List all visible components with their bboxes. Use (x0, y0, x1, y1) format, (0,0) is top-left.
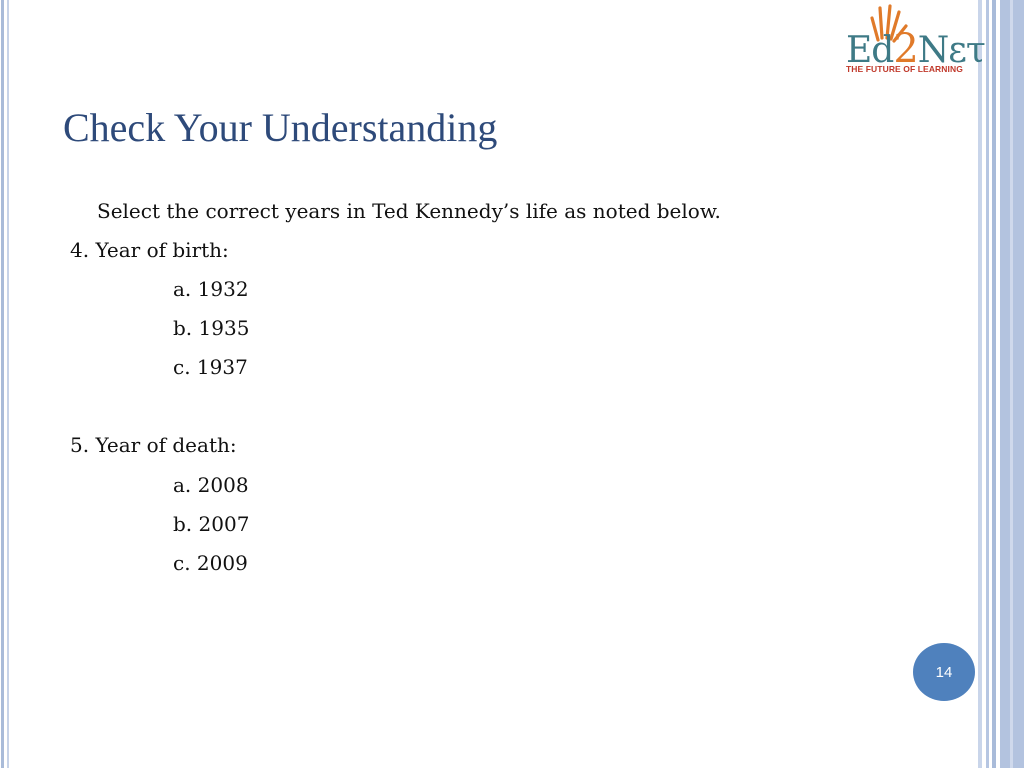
question-prompt: 5. Year of death: (70, 433, 237, 457)
right-decor-stripe (1010, 0, 1013, 768)
logo-tagline: THE FUTURE OF LEARNING (846, 64, 963, 74)
right-decor-stripe (992, 0, 996, 768)
answer-option: a. 1932 (173, 277, 249, 301)
logo-prefix: Ed (846, 30, 894, 71)
slide-title: Check Your Understanding (63, 105, 498, 150)
ed2net-logo (840, 4, 985, 78)
left-border-line (1, 0, 4, 768)
answer-option: c. 2009 (173, 551, 248, 575)
answer-option: b. 1935 (173, 316, 250, 340)
answer-option: b. 2007 (173, 512, 250, 536)
instruction-text: Select the correct years in Ted Kennedy’s life as noted below. (97, 199, 721, 223)
page-number: 14 (935, 663, 953, 681)
question-prompt: 4. Year of birth: (70, 238, 229, 262)
right-decor-stripe (986, 0, 989, 768)
logo-suffix: Nετ (917, 30, 985, 71)
right-decor-stripe (978, 0, 982, 768)
left-border-line-inner (7, 0, 9, 768)
answer-option: a. 2008 (173, 473, 249, 497)
logo-digit: 2 (893, 26, 918, 72)
page-number-badge (913, 643, 975, 701)
answer-option: c. 1937 (173, 355, 248, 379)
